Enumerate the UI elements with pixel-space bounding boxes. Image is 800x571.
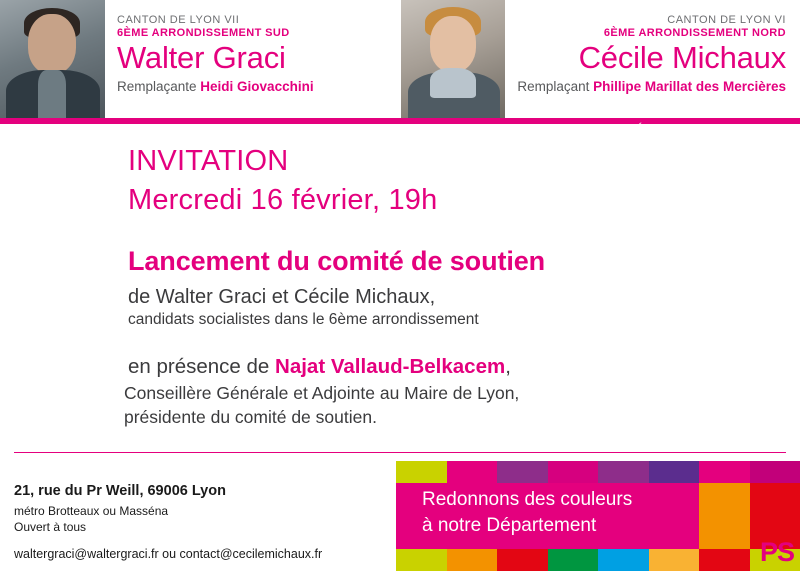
candidate-left-arrondissement: 6ÈME ARRONDISSEMENT SUD: [117, 27, 290, 39]
guest-role-line2: présidente du comité de soutien.: [124, 407, 377, 427]
candidate-card-left: [0, 0, 400, 118]
footer-address: 21, rue du Pr Weill, 69006 Lyon: [14, 483, 226, 499]
mosaic-cell: [699, 461, 750, 483]
candidate-right-name: Cécile Michaux: [578, 40, 786, 75]
mosaic-cell: [649, 549, 700, 571]
mosaic-cell: [598, 549, 649, 571]
candidate-left-substitute-prefix: Remplaçante: [117, 78, 201, 94]
mosaic-cell: [699, 483, 750, 549]
event-subtitle-description: candidats socialistes dans le 6ème arrondissement: [128, 311, 479, 328]
mosaic-row-1: [396, 461, 800, 483]
event-title: Lancement du comité de soutien: [128, 246, 546, 276]
candidate-right-arrondissement: 6ÈME ARRONDISSEMENT NORD: [603, 27, 786, 39]
mosaic-cell: [396, 461, 447, 483]
header-candidates: [0, 0, 800, 118]
guest-prefix: en présence de: [128, 355, 276, 378]
candidate-right-substitute-prefix: Remplaçant: [517, 78, 594, 94]
candidate-right-substitute-name: Phillipe Marillat des Mercières: [593, 78, 786, 94]
main-content: [0, 124, 800, 452]
candidate-left-substitute-name: Heidi Giovacchini: [200, 78, 314, 94]
mosaic-cell: [649, 483, 700, 549]
mosaic-cell: [548, 549, 599, 571]
event-date: Mercredi 16 février, 19h: [128, 184, 438, 216]
guest-role-line1: Conseillère Générale et Adjointe au Maire de Lyon,: [124, 383, 520, 403]
header-divider: [400, 0, 401, 118]
candidate-right-substitute: [517, 79, 786, 94]
mosaic-cell: [699, 549, 750, 571]
mosaic-cell: [548, 461, 599, 483]
event-subtitle-candidates: de Walter Graci et Cécile Michaux,: [128, 286, 436, 308]
mosaic-cell: [649, 461, 700, 483]
footer-metro: métro Brotteaux ou Masséna: [14, 504, 169, 518]
footer-open-to-all: Ouvert à tous: [14, 520, 87, 534]
mosaic-cell: [750, 461, 800, 483]
guest-line: [128, 355, 511, 379]
candidate-left-name: Walter Graci: [117, 40, 286, 75]
mosaic-cell: [598, 461, 649, 483]
mosaic-cell: [396, 549, 447, 571]
footer-slogan: [422, 487, 632, 538]
candidate-left-substitute: [117, 79, 388, 94]
footer-emails[interactable]: waltergraci@waltergraci.fr ou contact@cecilemichaux.fr: [14, 547, 323, 561]
guest-suffix: ,: [505, 355, 511, 378]
footer-slogan-line2: à notre Département: [422, 514, 597, 536]
invitation-heading: INVITATION: [128, 145, 289, 177]
mosaic-cell: [497, 549, 548, 571]
mosaic-row-3: [396, 549, 800, 571]
candidate-right-text: [505, 0, 800, 118]
walter-graci-photo: [0, 0, 105, 118]
candidate-left-canton: CANTON DE LYON VII: [117, 14, 240, 26]
mosaic-cell: [497, 461, 548, 483]
candidate-card-right: [400, 0, 800, 118]
ps-logo-text: PS: [759, 537, 794, 567]
guest-name: Najat Vallaud-Belkacem: [275, 355, 506, 378]
footer: [0, 453, 800, 571]
mosaic-cell: [447, 549, 498, 571]
mosaic-cell: [447, 461, 498, 483]
candidate-right-canton: CANTON DE LYON VI: [667, 14, 786, 26]
ps-logo: [760, 537, 794, 568]
candidate-left-text: [105, 0, 400, 118]
cecile-michaux-photo: [400, 0, 505, 118]
footer-slogan-line1: Redonnons des couleurs: [422, 489, 633, 510]
